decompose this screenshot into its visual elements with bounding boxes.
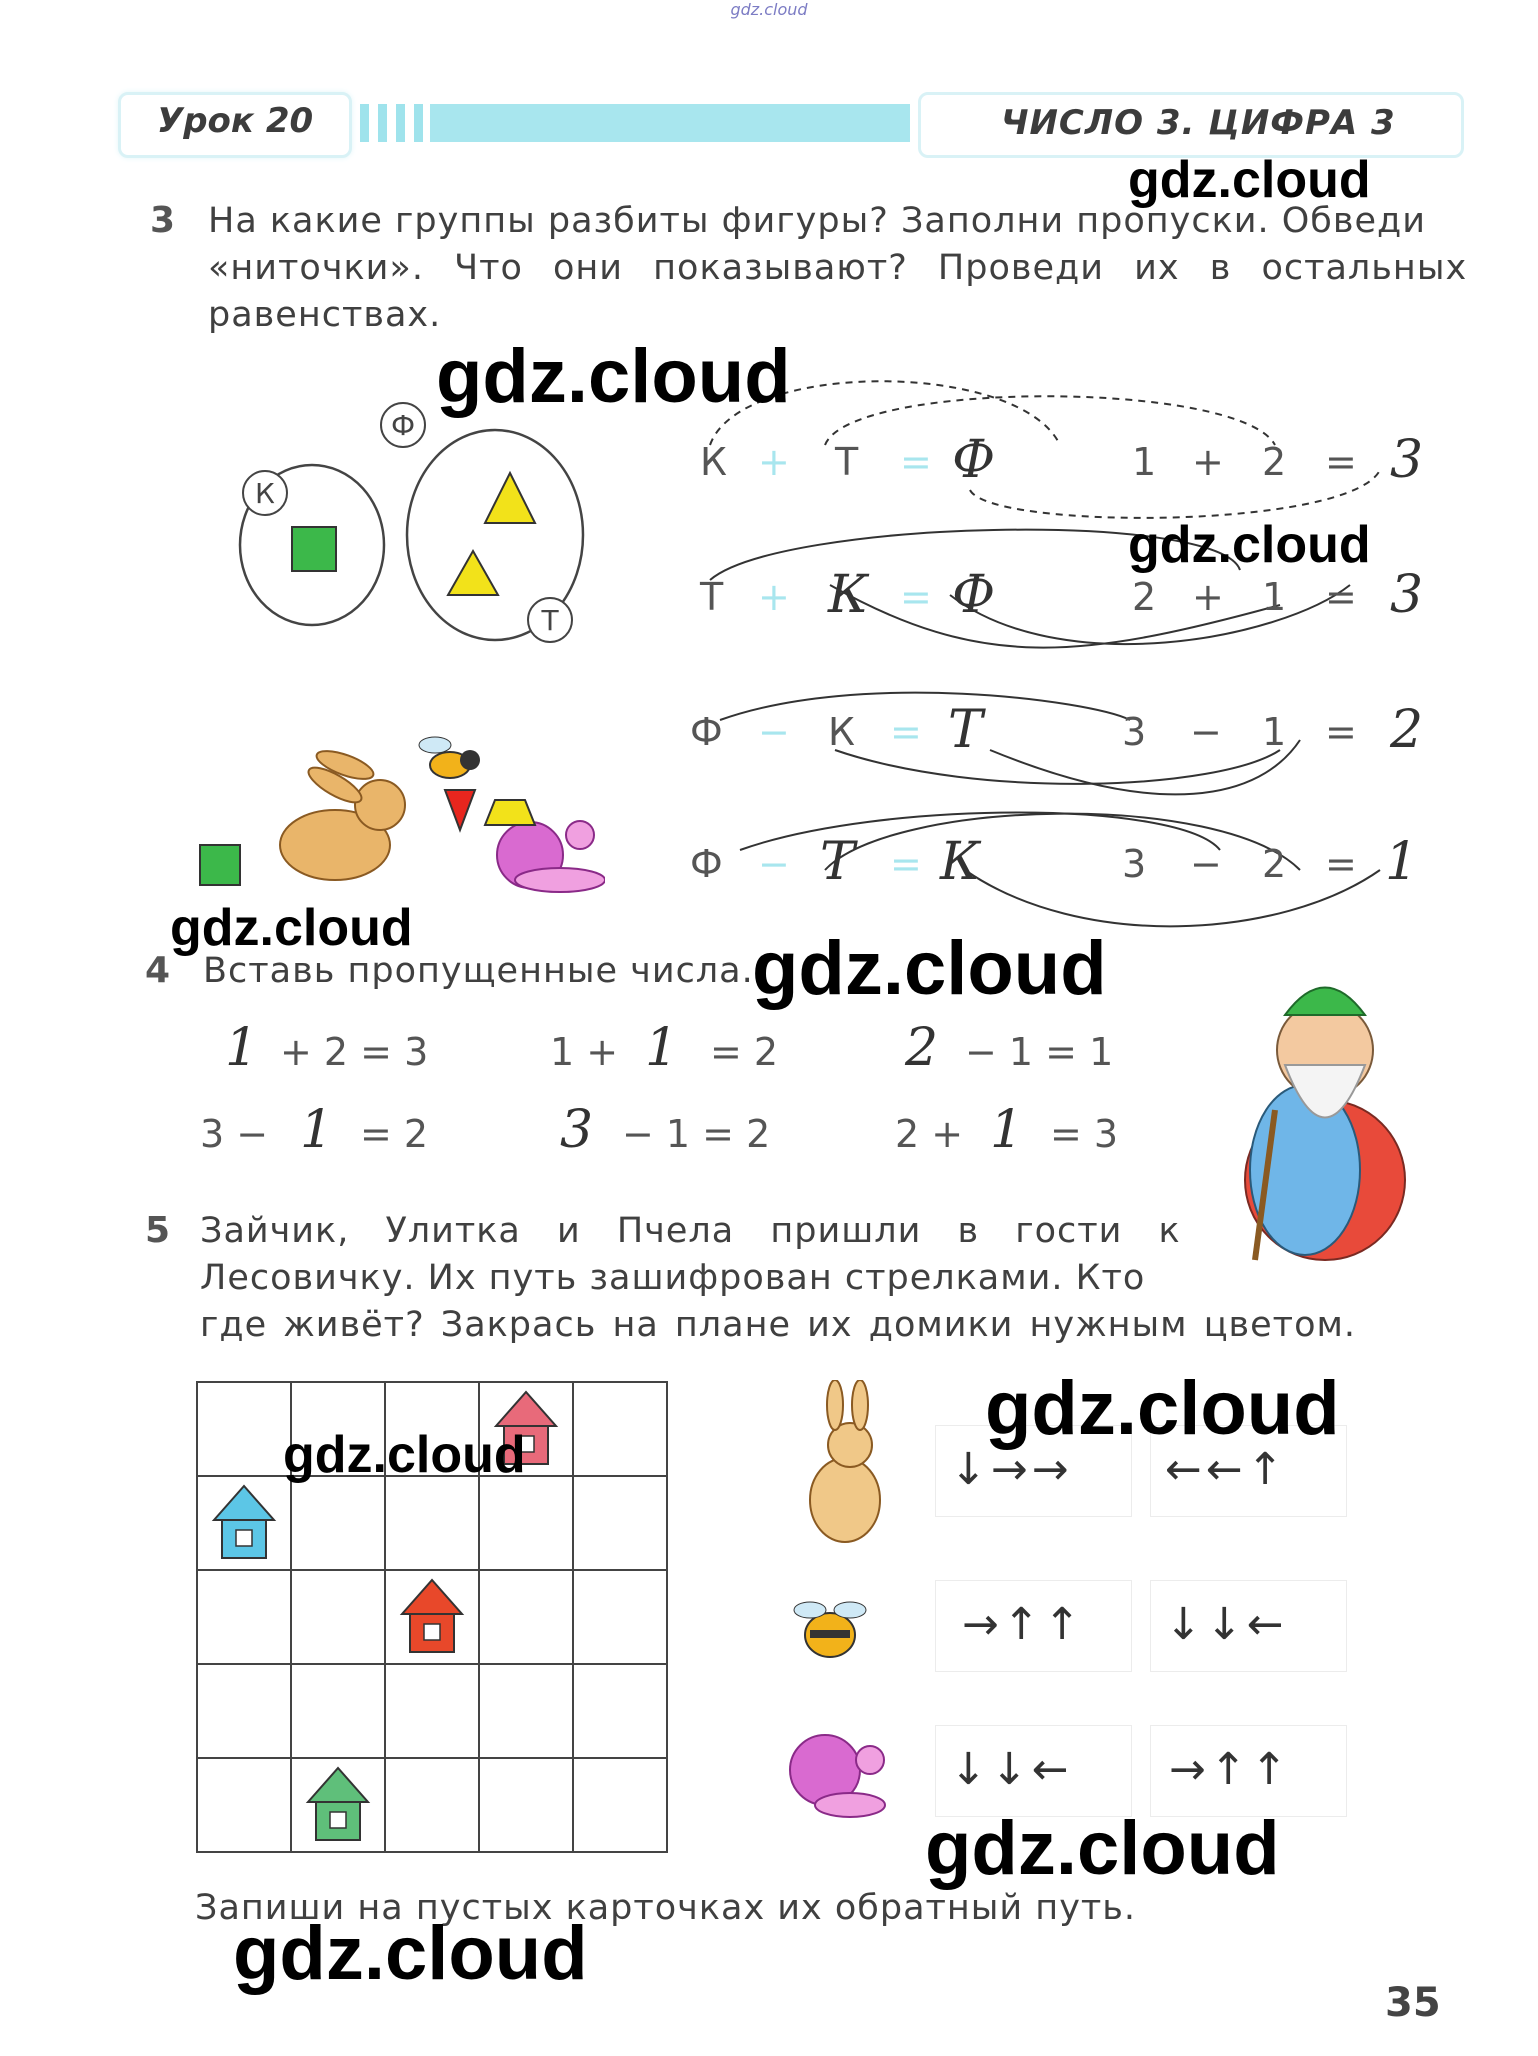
eq3-a: Ф <box>690 710 723 754</box>
grid-cell <box>573 1570 667 1664</box>
task5-number: 5 <box>145 1210 171 1251</box>
ex2-rest: = 2 <box>710 1030 779 1074</box>
grid-cell <box>197 1570 291 1664</box>
eq1-answer: Ф <box>952 430 996 490</box>
task3-text <box>208 198 1468 339</box>
grid-cell <box>385 1664 479 1758</box>
green-square <box>292 527 336 571</box>
eq1-result: 3 <box>1390 430 1424 490</box>
task5-line-1: Зайчик, Улитка и Пчела пришли в гости к <box>200 1211 1181 1251</box>
snail-forward-arrows: ↓↓← <box>950 1744 1073 1795</box>
watermark-9: gdz.cloud <box>233 1911 588 1996</box>
grid-cell <box>291 1664 385 1758</box>
hare-forward-arrows: ↓→→ <box>950 1444 1073 1495</box>
ex5-rest: − 1 = 2 <box>622 1112 771 1156</box>
top-watermark: gdz.cloud <box>730 0 808 19</box>
ex1-answer: 1 <box>225 1018 259 1078</box>
watermark-4: gdz.cloud <box>170 899 413 957</box>
grid-cell <box>197 1758 291 1852</box>
eq4-eq: = <box>890 842 922 886</box>
ex6-start: 2 + <box>895 1112 964 1156</box>
ex4-answer: 1 <box>300 1100 334 1160</box>
eq1-b: Т <box>835 440 859 484</box>
page-number: 35 <box>1385 1980 1441 2026</box>
eq3-answer: Т <box>948 700 983 760</box>
bee-back-card[interactable] <box>1150 1580 1347 1672</box>
eq1-eq: = <box>900 440 932 484</box>
ex3-answer: 2 <box>905 1018 939 1078</box>
eq2-eq: = <box>900 575 932 619</box>
task4-text: Вставь пропущенные числа. <box>203 951 754 991</box>
grid-cell <box>573 1382 667 1476</box>
grid-cell <box>573 1476 667 1570</box>
ex2-answer: 1 <box>645 1018 679 1078</box>
watermark-5: gdz.cloud <box>752 926 1107 1011</box>
task3-line-3: равенствах. <box>208 295 442 335</box>
eq2-n2: 1 <box>1262 575 1287 619</box>
sets-diagram <box>225 395 605 665</box>
eq3-eq: = <box>890 710 922 754</box>
eq3-minus: − <box>1190 710 1222 754</box>
eq3-n2: 1 <box>1262 710 1287 754</box>
ex1-rest: + 2 = 3 <box>280 1030 429 1074</box>
ex4-rest: = 2 <box>360 1112 429 1156</box>
grid-cell <box>479 1476 573 1570</box>
watermark-1: gdz.cloud <box>1128 151 1371 209</box>
grid-cell <box>479 1758 573 1852</box>
label-t: Т <box>541 604 559 637</box>
eq2-answer: Ф <box>952 565 996 625</box>
ex6-answer: 1 <box>990 1100 1024 1160</box>
thread-row4-3 <box>965 870 1380 926</box>
watermark-7: gdz.cloud <box>283 1426 526 1484</box>
eq4-b: Т <box>820 832 855 892</box>
eq3-n1: 3 <box>1122 710 1147 754</box>
eq2-equals: = <box>1325 575 1357 619</box>
eq3-b: К <box>828 710 855 754</box>
eq4-answer: К <box>940 832 981 892</box>
small-green-square <box>200 845 240 885</box>
snail-back-card[interactable] <box>1150 1725 1347 1817</box>
task5-line-2: Лесовичку. Их путь зашифрован стрелками. Кто <box>200 1258 1146 1298</box>
eq2-result: 3 <box>1390 565 1424 625</box>
bee-back-arrows: ↓↓← <box>1165 1599 1288 1650</box>
eq4-result: 1 <box>1385 832 1419 892</box>
yellow-triangle-2 <box>448 551 498 595</box>
eq1-n1: 1 <box>1132 440 1157 484</box>
eq3-op: − <box>758 710 790 754</box>
task5-text <box>200 1208 1480 1349</box>
snail-image <box>485 800 605 892</box>
task5-line-3: где живёт? Закрась на плане их домики нужным цветом. <box>200 1305 1357 1345</box>
thread-row3-2 <box>835 750 1280 784</box>
bee-image <box>419 737 480 778</box>
grid-cell <box>573 1758 667 1852</box>
task5-footer: Запиши на пустых карточках их обратный путь. <box>195 1888 1137 1928</box>
eq3-equals: = <box>1325 710 1357 754</box>
red-triangle <box>445 790 475 830</box>
eq2-op: + <box>758 575 790 619</box>
ex4-start: 3 − <box>200 1112 269 1156</box>
grid-cell <box>479 1570 573 1664</box>
eq1-a: К <box>700 440 727 484</box>
lesson-title: Урок 20 <box>157 101 314 141</box>
task4-number: 4 <box>145 950 171 991</box>
watermark-8: gdz.cloud <box>925 1806 1280 1891</box>
eq2-a: Т <box>700 575 724 619</box>
eq2-b: К <box>828 565 869 625</box>
eq4-equals: = <box>1325 842 1357 886</box>
ex2-start: 1 + <box>550 1030 619 1074</box>
thread-dashed-3 <box>970 470 1380 518</box>
grid-cell <box>385 1476 479 1570</box>
header-stripe <box>430 104 910 142</box>
eq1-n2: 2 <box>1262 440 1287 484</box>
eq4-n1: 3 <box>1122 842 1147 886</box>
eq2-n1: 2 <box>1132 575 1157 619</box>
eq4-minus: − <box>1190 842 1222 886</box>
grid-cell <box>291 1476 385 1570</box>
label-k: К <box>255 477 275 510</box>
lesson-box <box>118 92 352 158</box>
eq3-result: 2 <box>1390 700 1424 760</box>
task4-examples <box>200 1018 1160 1190</box>
bee-forward-arrows: →↑↑ <box>962 1599 1085 1650</box>
yellow-triangle-1 <box>485 473 535 523</box>
ex5-answer: 3 <box>560 1100 594 1160</box>
eq2-plus: + <box>1192 575 1224 619</box>
snail-small-image <box>785 1715 890 1825</box>
eq1-equals: = <box>1325 440 1357 484</box>
ex3-rest: − 1 = 1 <box>965 1030 1114 1074</box>
bee-small-image <box>780 1590 880 1670</box>
task3-line-1: На какие группы разбиты фигуры? Заполни пропуски. Обведи <box>208 201 1426 241</box>
topic-title: ЧИСЛО 3. ЦИФРА 3 <box>1001 103 1396 143</box>
eq4-op: − <box>758 842 790 886</box>
task3-number: 3 <box>150 200 176 241</box>
hare-image <box>280 745 405 880</box>
topic-box <box>918 92 1464 158</box>
eq4-n2: 2 <box>1262 842 1287 886</box>
grid-cell <box>197 1382 291 1476</box>
watermark-6: gdz.cloud <box>985 1366 1340 1451</box>
hare-back-arrows: ←←↑ <box>1165 1444 1288 1495</box>
grid-cell <box>291 1570 385 1664</box>
watermark-2: gdz.cloud <box>436 334 791 419</box>
ex6-rest: = 3 <box>1050 1112 1119 1156</box>
grid-cell <box>573 1664 667 1758</box>
snail-forward-card <box>935 1725 1132 1817</box>
grid-cell <box>197 1664 291 1758</box>
header-bars <box>360 104 432 142</box>
hare-small-image <box>790 1380 900 1560</box>
eq1-plus: + <box>1192 440 1224 484</box>
thread-dashed-2 <box>825 396 1275 445</box>
animals-illustration <box>195 720 605 905</box>
grid-cell <box>479 1664 573 1758</box>
task3-line-2: «ниточки». Что они показывают? Проведи их в остальных <box>208 248 1468 288</box>
bee-forward-card <box>935 1580 1132 1672</box>
grid-cell <box>385 1758 479 1852</box>
snail-back-arrows: →↑↑ <box>1169 1744 1292 1795</box>
eq4-a: Ф <box>690 842 723 886</box>
label-f: Ф <box>390 409 416 442</box>
watermark-3: gdz.cloud <box>1128 516 1371 574</box>
eq1-op: + <box>758 440 790 484</box>
